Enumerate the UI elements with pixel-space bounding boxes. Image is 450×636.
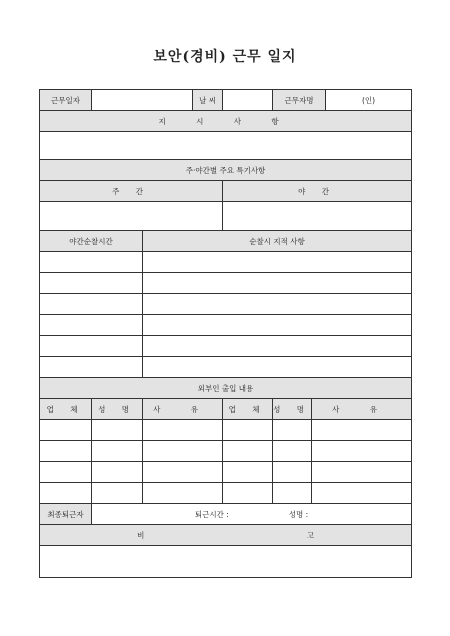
visitor-cell[interactable]: [92, 462, 143, 483]
worker-seal-field[interactable]: (인): [326, 90, 412, 111]
visitors-section-header: 외부인 출입 내용: [40, 378, 412, 399]
visitor-cell[interactable]: [143, 441, 223, 462]
final-leaver-field[interactable]: [92, 504, 412, 525]
remarks-header: 비 고: [40, 525, 412, 546]
visitor-row: [40, 483, 412, 504]
visitor-cell[interactable]: [273, 441, 312, 462]
patrol-time-cell[interactable]: [40, 315, 143, 336]
remarks-field[interactable]: [40, 546, 412, 578]
visitor-reason-header: 사 유: [312, 399, 412, 420]
visitor-name-header: 성 명: [273, 399, 312, 420]
patrol-findings-cell[interactable]: [143, 315, 412, 336]
patrol-findings-header: 순찰시 지적 사항: [143, 231, 412, 252]
visitor-cell[interactable]: [92, 483, 143, 504]
patrol-findings-cell[interactable]: [143, 294, 412, 315]
visitor-row: [40, 462, 412, 483]
night-shift-notes-field[interactable]: [223, 202, 412, 231]
visitor-cell[interactable]: [312, 420, 412, 441]
visitor-cell[interactable]: [40, 441, 92, 462]
visitor-cell[interactable]: [92, 420, 143, 441]
patrol-time-cell[interactable]: [40, 336, 143, 357]
night-shift-header: 야 간: [223, 181, 412, 202]
patrol-findings-cell[interactable]: [143, 357, 412, 378]
visitor-cell[interactable]: [143, 420, 223, 441]
visitor-cell[interactable]: [223, 462, 273, 483]
visitor-cell[interactable]: [312, 441, 412, 462]
visitor-name-header: 성 명: [92, 399, 143, 420]
day-shift-notes-field[interactable]: [40, 202, 223, 231]
visitor-cell[interactable]: [143, 483, 223, 504]
visitor-cell[interactable]: [40, 483, 92, 504]
work-date-label: 근무일자: [40, 90, 92, 111]
visitor-cell[interactable]: [40, 420, 92, 441]
visitor-reason-header: 사 유: [143, 399, 223, 420]
visitor-company-header: 업 체: [40, 399, 92, 420]
patrol-findings-cell[interactable]: [143, 252, 412, 273]
visitor-cell[interactable]: [312, 483, 412, 504]
visitor-cell[interactable]: [92, 441, 143, 462]
day-label: 날 씨: [193, 90, 223, 111]
patrol-findings-cell[interactable]: [143, 273, 412, 294]
visitor-cell[interactable]: [273, 483, 312, 504]
instructions-header: 지 시 사 항: [40, 111, 412, 132]
worker-label: 근무자명: [273, 90, 326, 111]
leaver-name-label: 성명 :: [288, 509, 309, 519]
visitor-cell[interactable]: [40, 462, 92, 483]
visitor-cell[interactable]: [312, 462, 412, 483]
visitor-row: [40, 420, 412, 441]
visitor-row: [40, 441, 412, 462]
visitor-cell[interactable]: [223, 441, 273, 462]
patrol-time-cell[interactable]: [40, 294, 143, 315]
patrol-findings-cell[interactable]: [143, 336, 412, 357]
security-log-form: [39, 89, 412, 578]
visitor-cell[interactable]: [223, 420, 273, 441]
notes-section-header: 주·야간별 주요 특기사항: [40, 160, 412, 181]
patrol-time-cell[interactable]: [40, 252, 143, 273]
instructions-field[interactable]: [40, 132, 412, 160]
leave-time-label: 퇴근시간 :: [194, 509, 229, 519]
visitor-cell[interactable]: [143, 462, 223, 483]
work-date-field[interactable]: [92, 90, 193, 111]
patrol-time-header: 야간순찰시간: [40, 231, 143, 252]
final-leaver-label: 최종퇴근자: [40, 504, 92, 525]
patrol-time-cell[interactable]: [40, 273, 143, 294]
document-title: 보안(경비) 근무 일지: [153, 49, 297, 65]
day-shift-header: 주 간: [40, 181, 223, 202]
visitor-cell[interactable]: [223, 483, 273, 504]
visitor-cell[interactable]: [273, 420, 312, 441]
day-field[interactable]: [223, 90, 273, 111]
patrol-time-cell[interactable]: [40, 357, 143, 378]
visitor-company-header: 업 체: [223, 399, 273, 420]
visitor-cell[interactable]: [273, 462, 312, 483]
